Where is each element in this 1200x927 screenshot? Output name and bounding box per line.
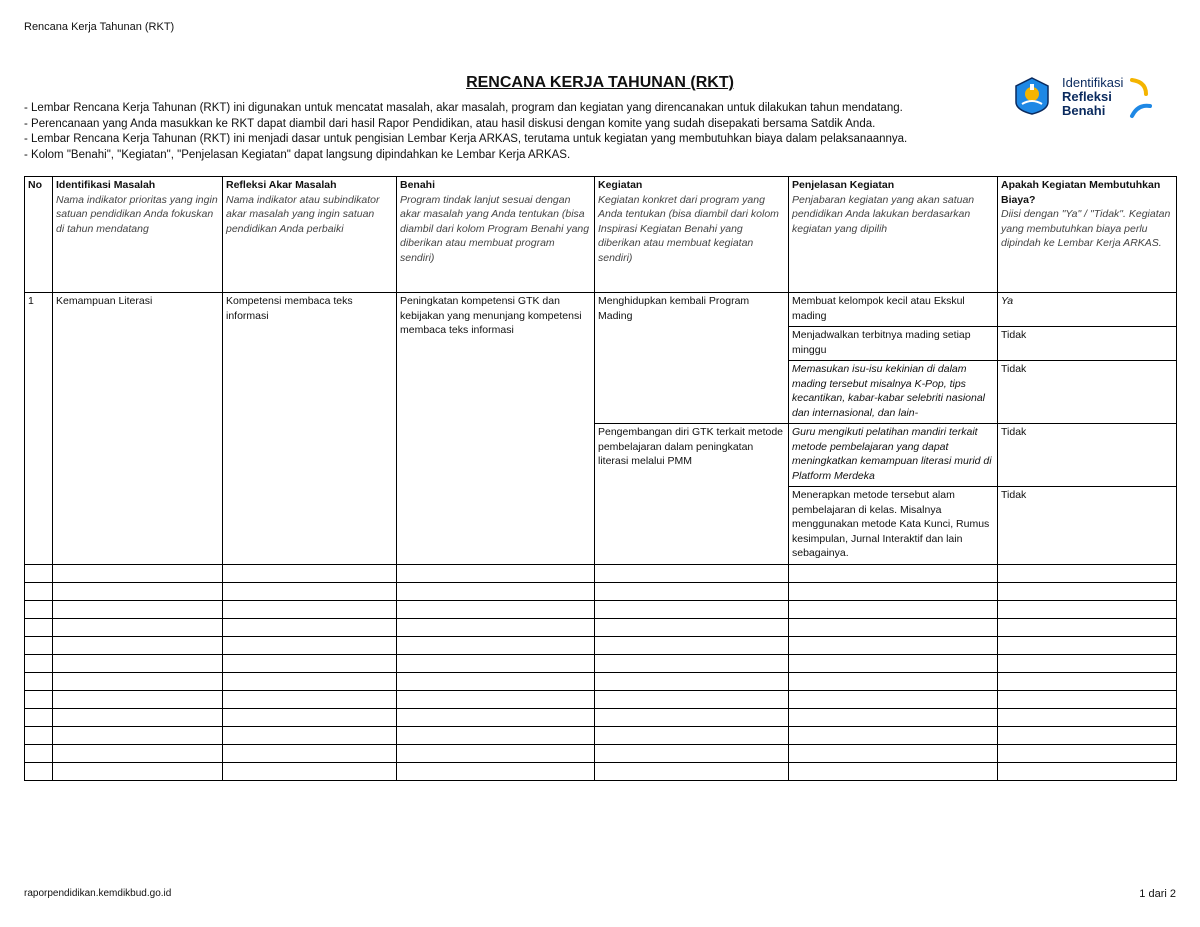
cell-masalah: Kemampuan Literasi — [53, 293, 223, 565]
cell-kegiatan: Pengembangan diri GTK terkait metode pembelajaran dalam peningkatan literasi melalui PMM — [595, 424, 789, 565]
col-header-kegiatan: Kegiatan Kegiatan konkret dari program yang Anda tentukan (bisa diambil dari kolom Inspirasi Kegiatan Benahi yang diberikan atau membuat kegiatan sendiri) — [595, 177, 789, 293]
logo-arc-icon — [1128, 76, 1162, 120]
intro-notes — [24, 101, 907, 163]
cell-biaya: Tidak — [998, 327, 1177, 361]
cell-akar: Kompetensi membaca teks informasi — [223, 293, 397, 565]
empty-row — [25, 583, 1177, 601]
empty-row — [25, 619, 1177, 637]
page-number: 1 dari 2 — [1139, 888, 1176, 900]
col-header-identifikasi: Identifikasi Masalah Nama indikator prioritas yang ingin satuan pendidikan Anda fokuskan di tahun mendatang — [53, 177, 223, 293]
col-header-no: No — [25, 177, 53, 293]
cell-penjelasan: Guru mengikuti pelatihan mandiri terkait metode pembelajaran yang dapat meningkatkan kemampuan literasi murid di Platform Merdeka — [789, 424, 998, 487]
cell-no: 1 — [25, 293, 53, 565]
empty-row — [25, 637, 1177, 655]
logo-line: Refleksi — [1062, 89, 1112, 104]
cell-biaya: Tidak — [998, 487, 1177, 565]
cell-benahi: Peningkatan kompetensi GTK dan kebijakan yang menunjang kompetensi membaca teks informasi — [397, 293, 595, 565]
col-header-penjelasan: Penjelasan Kegiatan Penjabaran kegiatan yang akan satuan pendidikan Anda lakukan berdasarkan kegiatan yang dipilih — [789, 177, 998, 293]
col-header-benahi: Benahi Program tindak lanjut sesuai dengan akar masalah yang Anda tentukan (bisa diambil dari kolom Program Benahi yang diberikan atau membuat program sendiri) — [397, 177, 595, 293]
empty-row — [25, 691, 1177, 709]
logo-wordmark — [1062, 76, 1123, 118]
tut-wuri-emblem-icon — [1012, 76, 1052, 116]
logo-line: Identifikasi — [1062, 75, 1124, 90]
intro-line: - Lembar Rencana Kerja Tahunan (RKT) ini menjadi dasar untuk pengisian Lembar Kerja ARKAS, terutama untuk kegiatan yang membutuhkan biaya dalam pelaksanaannya. — [24, 133, 908, 145]
intro-line: - Kolom "Benahi", "Kegiatan", "Penjelasan Kegiatan" dapat langsung dipindahkan ke Lembar Kerja ARKAS. — [24, 148, 571, 161]
table-row — [25, 293, 1177, 327]
cell-kegiatan: Menghidupkan kembali Program Mading — [595, 293, 789, 424]
rkt-table — [24, 176, 1177, 781]
cell-biaya: Tidak — [998, 361, 1177, 424]
empty-row — [25, 745, 1177, 763]
cell-biaya: Tidak — [998, 424, 1177, 487]
irb-logo — [1012, 72, 1152, 122]
empty-row — [25, 673, 1177, 691]
header-row — [25, 177, 1177, 293]
cell-biaya: Ya — [998, 293, 1177, 327]
cell-penjelasan: Memasukan isu-isu kekinian di dalam mading tersebut misalnya K-Pop, tips kecantikan, kabar-kabar selebriti nasional dan internasional, dan lain- — [789, 361, 998, 424]
empty-row — [25, 727, 1177, 745]
intro-line: - Perencanaan yang Anda masukkan ke RKT dapat diambil dari hasil Rapor Pendidikan, atau hasil diskusi dengan komite yang sudah disepakati bersama Satdik Anda. — [24, 117, 876, 130]
col-header-refleksi: Refleksi Akar Masalah Nama indikator atau subindikator akar masalah yang ingin satuan pendidikan Anda perbaiki — [223, 177, 397, 293]
cell-penjelasan: Menjadwalkan terbitnya mading setiap minggu — [789, 327, 998, 361]
intro-line: - Lembar Rencana Kerja Tahunan (RKT) ini digunakan untuk mencatat masalah, akar masalah, program dan kegiatan yang direncanakan untuk dilakukan tahun mendatang. — [24, 102, 903, 114]
footer-url: raporpendidikan.kemdikbud.go.id — [24, 888, 172, 899]
empty-row — [25, 655, 1177, 673]
empty-row — [25, 565, 1177, 583]
col-header-biaya: Apakah Kegiatan Membutuhkan Biaya? Diisi dengan "Ya" / "Tidak". Kegiatan yang membutuhkan biaya perlu dipindah ke Lembar Kerja ARKAS. — [998, 177, 1177, 293]
empty-row — [25, 709, 1177, 727]
empty-row — [25, 601, 1177, 619]
cell-penjelasan: Membuat kelompok kecil atau Ekskul mading — [789, 293, 998, 327]
running-header: Rencana Kerja Tahunan (RKT) — [24, 21, 175, 33]
document-title: RENCANA KERJA TAHUNAN (RKT) — [466, 74, 734, 91]
cell-penjelasan: Menerapkan metode tersebut alam pembelajaran di kelas. Misalnya menggunakan metode Kata Kunci, Rumus kesimpulan, Jurnal Interaktif dan lain sebagainya. — [789, 487, 998, 565]
logo-line: Benahi — [1062, 103, 1106, 118]
empty-row — [25, 763, 1177, 781]
